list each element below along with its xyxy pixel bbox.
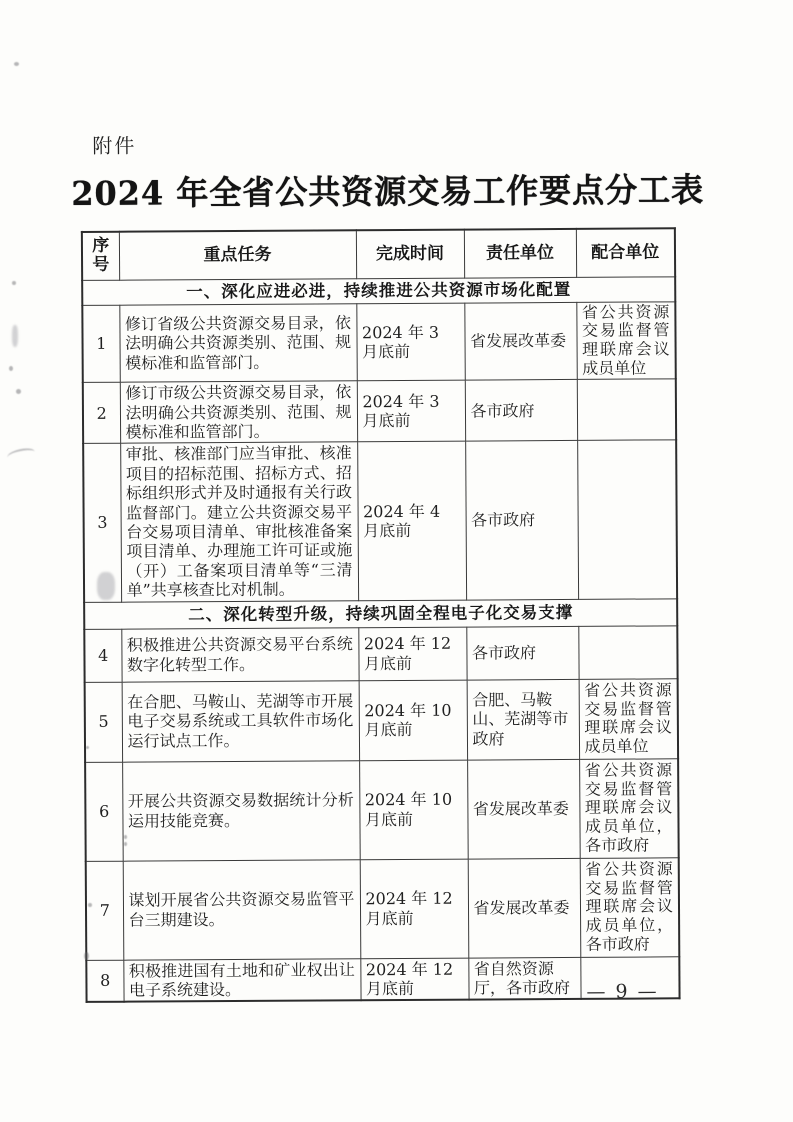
cooperating-cell	[577, 440, 677, 599]
work-assignment-table	[81, 227, 681, 1003]
row-number-cell: 8	[86, 960, 123, 1003]
row-number-cell: 4	[84, 629, 121, 682]
page-number: — 9 —	[586, 980, 659, 1003]
row-number-cell: 2	[83, 382, 120, 443]
time-cell: 2024 年 12 月底前	[358, 627, 466, 681]
task-cell: 在合肥、马鞍山、芜湖等市开展电子交易系统或工具软件市场化运行试点工作。	[122, 680, 359, 761]
responsible-cell: 省自然资源厅，各市政府	[468, 957, 580, 1000]
time-cell: 2024 年 3 月底前	[356, 303, 464, 381]
attachment-label: 附件	[92, 133, 137, 158]
header-no: 序号	[82, 232, 119, 281]
cooperating-cell: 省公共资源交易监督管理联席会议成员单位	[576, 302, 675, 380]
task-cell: 积极推进国有土地和矿业权出让电子系统建设。	[123, 958, 360, 1002]
scan-artifact	[86, 746, 89, 749]
table-row	[82, 302, 675, 383]
table-row	[85, 758, 679, 861]
time-cell: 2024 年 12 月底前	[360, 859, 469, 959]
cooperating-cell	[577, 379, 676, 441]
cooperating-cell: 省公共资源交易监督管理联席会议成员单位，各市政府	[580, 857, 680, 957]
header-task: 重点任务	[119, 230, 356, 280]
time-cell: 2024 年 12 月底前	[360, 958, 468, 1001]
row-number-cell: 6	[85, 762, 123, 861]
header-cooperating: 配合单位	[576, 228, 675, 277]
header-time: 完成时间	[356, 230, 464, 279]
header-responsible: 责任单位	[464, 229, 576, 278]
responsible-cell: 省发展改革委	[467, 759, 580, 859]
section-1-banner	[82, 277, 675, 306]
task-cell: 修订市级公共资源交易目录，依法明确公共资源类别、范围、规模标准和监管部门。	[120, 381, 357, 444]
responsible-cell: 各市政府	[466, 626, 578, 680]
scan-artifact	[12, 281, 16, 285]
table-row	[86, 857, 680, 960]
cooperating-cell: 省公共资源交易监督管理联席会议成员单位	[579, 678, 678, 759]
scan-artifact	[16, 389, 21, 394]
task-cell: 积极推进公共资源交易平台系统数字化转型工作。	[121, 627, 358, 681]
section-title: 一、深化应进必进，持续推进公共资源市场化配置	[82, 277, 675, 306]
scan-artifact	[124, 835, 127, 839]
scan-artifact	[124, 842, 127, 846]
row-number-cell: 5	[85, 682, 122, 762]
table-row	[83, 379, 676, 444]
scan-artifact	[9, 366, 13, 371]
cooperating-cell: 省公共资源交易监督管理联席会议成员单位，各市政府	[579, 758, 679, 858]
task-cell: 审批、核准部门应当审批、核准项目的招标范围、招标方式、招标组织形式并及时通报有关行政监督部门。建立公共资源交易平台交易项目清单、审批核准备案项目清单、办理施工许可证或施（开）工备案项目清单等“三清单”共享核查比对机制。	[120, 442, 358, 602]
row-number-cell: 3	[83, 444, 121, 602]
row-number-cell: 1	[82, 305, 119, 383]
time-cell: 2024 年 3 月底前	[357, 380, 465, 442]
table-header-row	[82, 228, 675, 280]
cooperating-cell	[578, 625, 677, 679]
table-row	[84, 625, 677, 682]
document-title: 2024 年全省公共资源交易工作要点分工表	[71, 170, 705, 214]
time-cell: 2024 年 10 月底前	[359, 760, 468, 860]
responsible-cell: 各市政府	[465, 380, 577, 442]
scan-artifact	[97, 572, 115, 600]
scan-artifact	[14, 62, 19, 66]
responsible-cell: 各市政府	[465, 441, 578, 600]
task-cell: 开展公共资源交易数据统计分析运用技能竞赛。	[122, 760, 360, 860]
row-number-cell: 7	[86, 861, 124, 960]
scan-artifact	[12, 325, 18, 347]
responsible-cell: 省发展改革委	[464, 302, 576, 380]
time-cell: 2024 年 10 月底前	[359, 680, 467, 761]
section-2-banner	[84, 598, 677, 629]
task-cell: 修订省级公共资源交易目录，依法明确公共资源类别、范围、规模标准和监管部门。	[119, 304, 356, 383]
table-row	[85, 678, 678, 762]
table-row	[83, 440, 677, 602]
scan-artifact	[84, 952, 89, 960]
time-cell: 2024 年 4 月底前	[357, 442, 466, 601]
section-title: 二、深化转型升级，持续巩固全程电子化交易支撑	[84, 598, 677, 629]
responsible-cell: 省发展改革委	[468, 858, 581, 958]
responsible-cell: 合肥、马鞍山、芜湖等市政府	[467, 679, 579, 760]
scan-artifact	[88, 903, 92, 907]
task-cell: 谋划开展省公共资源交易监管平台三期建设。	[123, 859, 361, 959]
